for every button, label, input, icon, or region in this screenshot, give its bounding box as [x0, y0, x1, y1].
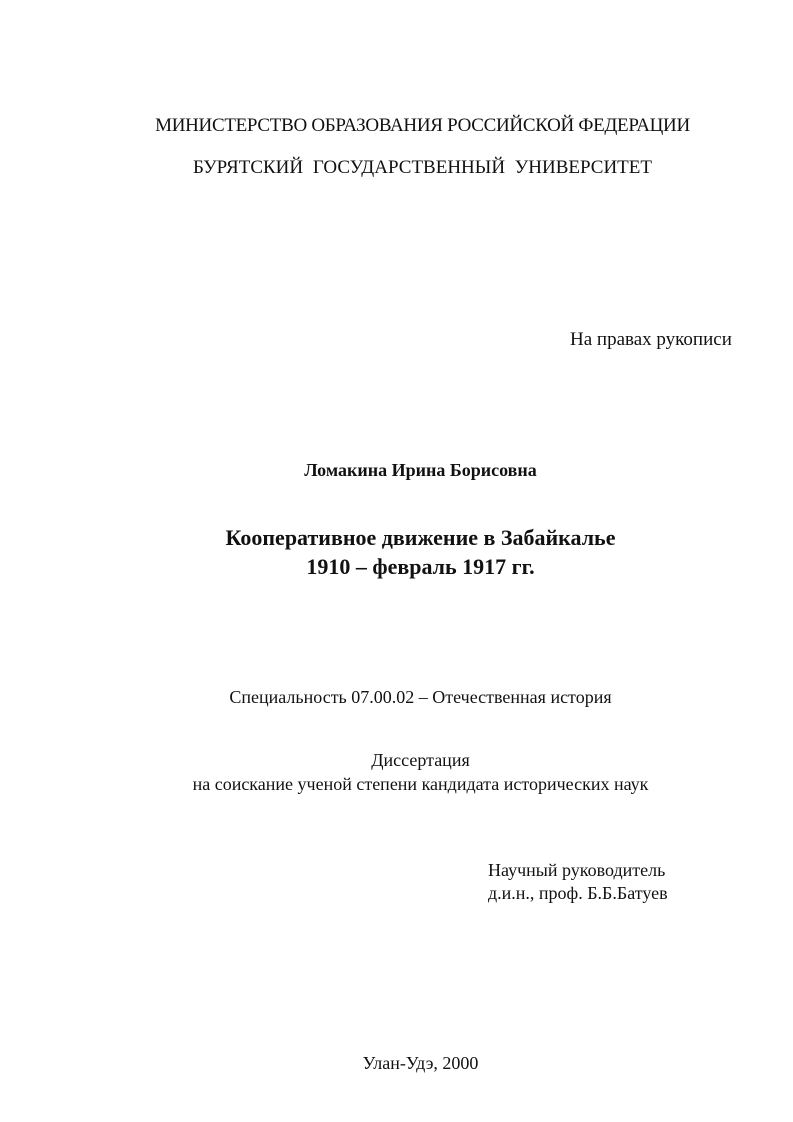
manuscript-note: На правах рукописи: [570, 329, 732, 350]
dissertation-title-line-2: 1910 – февраль 1917 гг.: [306, 554, 535, 579]
author-name: Ломакина Ирина Борисовна: [304, 460, 537, 480]
supervisor-name: д.и.н., проф. Б.Б.Батуев: [488, 883, 668, 903]
university-heading: БУРЯТСКИЙ ГОСУДАРСТВЕННЫЙ УНИВЕРСИТЕТ: [192, 157, 652, 178]
dissertation-title-line-1: Кооперативное движение в Забайкалье: [225, 525, 616, 550]
ministry-heading: МИНИСТЕРСТВО ОБРАЗОВАНИЯ РОССИЙСКОЙ ФЕДЕРАЦИИ: [155, 115, 690, 136]
specialty: Специальность 07.00.02 – Отечественная история: [229, 687, 612, 707]
dissertation-label: Диссертация: [371, 750, 470, 770]
supervisor-label: Научный руководитель: [488, 860, 666, 880]
place-and-year: Улан-Удэ, 2000: [362, 1053, 479, 1073]
degree-statement: на соискание ученой степени кандидата исторических наук: [192, 774, 649, 794]
